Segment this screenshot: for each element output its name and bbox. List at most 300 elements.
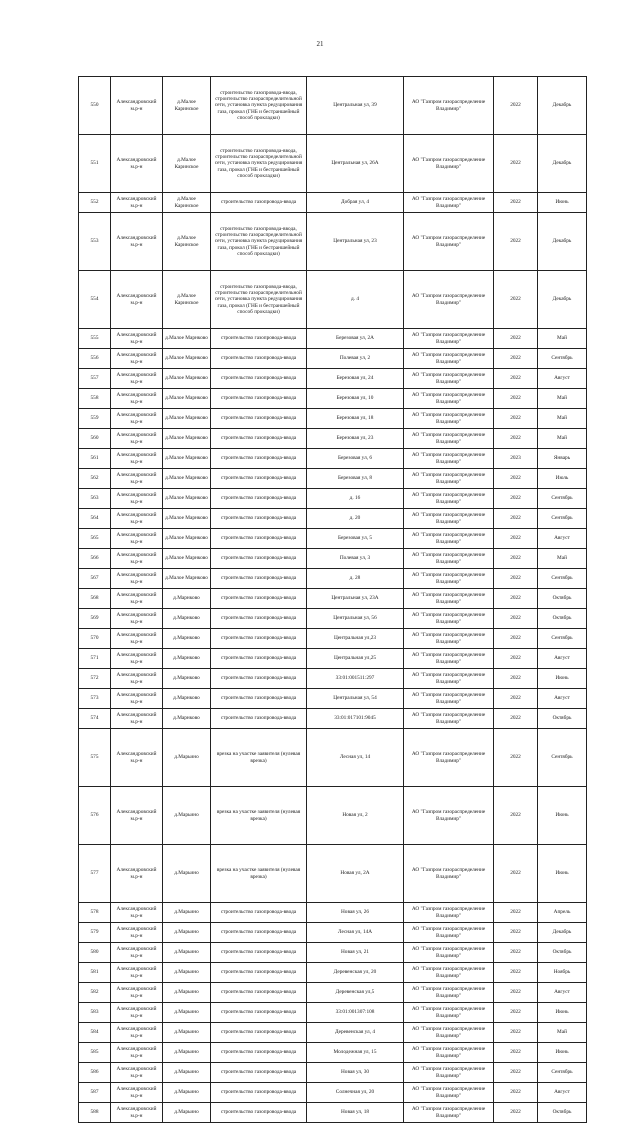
work-type-cell: строительство газопровода-ввода	[211, 529, 307, 549]
district-cell: Александровский м.р-н	[111, 1003, 163, 1023]
table-row	[79, 1103, 587, 1123]
table-row	[79, 469, 587, 489]
district-cell: Александровский м.р-н	[111, 77, 163, 135]
row-number: 561	[79, 449, 111, 469]
year-cell: 2022	[494, 429, 538, 449]
address-cell: Центральная ул, 23	[307, 213, 404, 271]
year-cell: 2022	[494, 963, 538, 983]
row-number: 587	[79, 1083, 111, 1103]
year-cell: 2022	[494, 845, 538, 903]
organization-cell: АО "Газпром газораспределение Владимир"	[404, 549, 494, 569]
organization-cell: АО "Газпром газораспределение Владимир"	[404, 649, 494, 669]
address-cell: Полевая ул, 2	[307, 349, 404, 369]
settlement-cell: д.Малое Марнково	[163, 409, 211, 429]
settlement-cell: д.Марнково	[163, 649, 211, 669]
organization-cell: АО "Газпром газораспределение Владимир"	[404, 77, 494, 135]
district-cell: Александровский м.р-н	[111, 369, 163, 389]
row-number: 552	[79, 193, 111, 213]
district-cell: Александровский м.р-н	[111, 389, 163, 409]
address-cell: Центральная ул, 56	[307, 609, 404, 629]
address-cell: Деревенская ул, 20	[307, 963, 404, 983]
address-cell: Новая ул, 26	[307, 903, 404, 923]
month-cell: Август	[538, 1083, 587, 1103]
organization-cell: АО "Газпром газораспределение Владимир"	[404, 669, 494, 689]
row-number: 553	[79, 213, 111, 271]
work-type-cell: строительство газопровода-ввода	[211, 509, 307, 529]
table-row	[79, 193, 587, 213]
table-row	[79, 709, 587, 729]
district-cell: Александровский м.р-н	[111, 689, 163, 709]
district-cell: Александровский м.р-н	[111, 489, 163, 509]
settlement-cell: д.Марьино	[163, 983, 211, 1003]
row-number: 556	[79, 349, 111, 369]
month-cell: Август	[538, 529, 587, 549]
organization-cell: АО "Газпром газораспределение Владимир"	[404, 369, 494, 389]
year-cell: 2022	[494, 135, 538, 193]
address-cell: 33:01:001307:108	[307, 1003, 404, 1023]
year-cell: 2022	[494, 489, 538, 509]
year-cell: 2022	[494, 193, 538, 213]
year-cell: 2022	[494, 529, 538, 549]
district-cell: Александровский м.р-н	[111, 449, 163, 469]
organization-cell: АО "Газпром газораспределение Владимир"	[404, 429, 494, 449]
table-row	[79, 943, 587, 963]
month-cell: Июнь	[538, 1003, 587, 1023]
year-cell: 2022	[494, 1083, 538, 1103]
row-number: 576	[79, 787, 111, 845]
year-cell: 2022	[494, 983, 538, 1003]
year-cell: 2022	[494, 589, 538, 609]
address-cell: Березовая ул, 2А	[307, 329, 404, 349]
row-number: 583	[79, 1003, 111, 1023]
row-number: 557	[79, 369, 111, 389]
district-cell: Александровский м.р-н	[111, 609, 163, 629]
address-cell: Березовая ул, 18	[307, 409, 404, 429]
organization-cell: АО "Газпром газораспределение Владимир"	[404, 409, 494, 429]
address-cell: Новая ул, 18	[307, 1103, 404, 1123]
work-type-cell: строительство газопровода-ввода	[211, 349, 307, 369]
address-cell: Новая ул, 30	[307, 1063, 404, 1083]
settlement-cell: д.Марьино	[163, 1063, 211, 1083]
settlement-cell: д.Малое Марнково	[163, 449, 211, 469]
address-cell: Центральная ул, 39	[307, 77, 404, 135]
organization-cell: АО "Газпром газораспределение Владимир"	[404, 389, 494, 409]
month-cell: Май	[538, 329, 587, 349]
organization-cell: АО "Газпром газораспределение Владимир"	[404, 1083, 494, 1103]
row-number: 567	[79, 569, 111, 589]
month-cell: Октябрь	[538, 943, 587, 963]
row-number: 564	[79, 509, 111, 529]
month-cell: Декабрь	[538, 923, 587, 943]
organization-cell: АО "Газпром газораспределение Владимир"	[404, 469, 494, 489]
address-cell: Центральная ул,25	[307, 649, 404, 669]
district-cell: Александровский м.р-н	[111, 1023, 163, 1043]
organization-cell: АО "Газпром газораспределение Владимир"	[404, 1003, 494, 1023]
work-type-cell: строительство газопровода-ввода	[211, 1103, 307, 1123]
organization-cell: АО "Газпром газораспределение Владимир"	[404, 923, 494, 943]
address-cell: д. 16	[307, 489, 404, 509]
address-cell: Деревенская ул, 4	[307, 1023, 404, 1043]
year-cell: 2022	[494, 629, 538, 649]
address-cell: Центральная ул, 23А	[307, 589, 404, 609]
month-cell: Май	[538, 1023, 587, 1043]
work-type-cell: строительство газопровода-ввода	[211, 1023, 307, 1043]
month-cell: Декабрь	[538, 213, 587, 271]
year-cell: 2022	[494, 649, 538, 669]
district-cell: Александровский м.р-н	[111, 1063, 163, 1083]
year-cell: 2022	[494, 271, 538, 329]
work-type-cell: строительство газопровода-ввода	[211, 1043, 307, 1063]
settlement-cell: д.Марьино	[163, 1103, 211, 1123]
work-type-cell: строительство газопровода-ввода	[211, 449, 307, 469]
organization-cell: АО "Газпром газораспределение Владимир"	[404, 689, 494, 709]
address-cell: Добрая ул, 4	[307, 193, 404, 213]
district-cell: Александровский м.р-н	[111, 409, 163, 429]
row-number: 573	[79, 689, 111, 709]
table-row	[79, 845, 587, 903]
organization-cell: АО "Газпром газораспределение Владимир"	[404, 329, 494, 349]
year-cell: 2022	[494, 787, 538, 845]
year-cell: 2022	[494, 903, 538, 923]
settlement-cell: д.Марнково	[163, 609, 211, 629]
organization-cell: АО "Газпром газораспределение Владимир"	[404, 135, 494, 193]
district-cell: Александровский м.р-н	[111, 709, 163, 729]
row-number: 582	[79, 983, 111, 1003]
work-type-cell: строительство газопровода-ввода	[211, 923, 307, 943]
row-number: 580	[79, 943, 111, 963]
organization-cell: АО "Газпром газораспределение Владимир"	[404, 709, 494, 729]
address-cell: Березовая ул, 24	[307, 369, 404, 389]
row-number: 566	[79, 549, 111, 569]
page-number: 21	[316, 40, 324, 48]
district-cell: Александровский м.р-н	[111, 729, 163, 787]
year-cell: 2023	[494, 449, 538, 469]
table-row	[79, 1003, 587, 1023]
month-cell: Июнь	[538, 193, 587, 213]
gas-connection-table	[78, 76, 587, 1123]
organization-cell: АО "Газпром газораспределение Владимир"	[404, 629, 494, 649]
table-row	[79, 963, 587, 983]
year-cell: 2022	[494, 689, 538, 709]
settlement-cell: д.Марьино	[163, 923, 211, 943]
settlement-cell: д.Малое Марнково	[163, 389, 211, 409]
row-number: 586	[79, 1063, 111, 1083]
organization-cell: АО "Газпром газораспределение Владимир"	[404, 943, 494, 963]
work-type-cell: строительство газопровода-ввода	[211, 709, 307, 729]
settlement-cell: д.Малое Марнково	[163, 549, 211, 569]
organization-cell: АО "Газпром газораспределение Владимир"	[404, 1103, 494, 1123]
table-row	[79, 271, 587, 329]
table-row	[79, 609, 587, 629]
organization-cell: АО "Газпром газораспределение Владимир"	[404, 449, 494, 469]
month-cell: Декабрь	[538, 77, 587, 135]
work-type-cell: строительство газопровода-ввода	[211, 963, 307, 983]
work-type-cell: строительство газопровода-ввода	[211, 1063, 307, 1083]
settlement-cell: д.Марьино	[163, 1083, 211, 1103]
work-type-cell: строительство газопровода-ввода	[211, 389, 307, 409]
organization-cell: АО "Газпром газораспределение Владимир"	[404, 193, 494, 213]
year-cell: 2022	[494, 729, 538, 787]
settlement-cell: д.Марьино	[163, 963, 211, 983]
month-cell: Январь	[538, 449, 587, 469]
table-row	[79, 589, 587, 609]
address-cell: Молодежная ул, 15	[307, 1043, 404, 1063]
table-row	[79, 1043, 587, 1063]
work-type-cell: строительство газопровода-ввода	[211, 469, 307, 489]
month-cell: Сентябрь	[538, 629, 587, 649]
row-number: 570	[79, 629, 111, 649]
year-cell: 2022	[494, 369, 538, 389]
row-number: 581	[79, 963, 111, 983]
row-number: 560	[79, 429, 111, 449]
address-cell: Новая ул, 2	[307, 787, 404, 845]
table-row	[79, 135, 587, 193]
settlement-cell: д.Малое Марнково	[163, 569, 211, 589]
year-cell: 2022	[494, 1103, 538, 1123]
month-cell: Апрель	[538, 903, 587, 923]
district-cell: Александровский м.р-н	[111, 903, 163, 923]
table-row	[79, 1083, 587, 1103]
year-cell: 2022	[494, 329, 538, 349]
year-cell: 2022	[494, 549, 538, 569]
work-type-cell: строительство газопровода-ввода	[211, 689, 307, 709]
work-type-cell: строительство газопровода-ввода	[211, 669, 307, 689]
year-cell: 2022	[494, 569, 538, 589]
settlement-cell: д.Марьино	[163, 1003, 211, 1023]
address-cell: Полевая ул, 3	[307, 549, 404, 569]
table-row	[79, 649, 587, 669]
settlement-cell: д.Малое Каринское	[163, 271, 211, 329]
row-number: 579	[79, 923, 111, 943]
row-number: 578	[79, 903, 111, 923]
year-cell: 2022	[494, 609, 538, 629]
month-cell: Июнь	[538, 1043, 587, 1063]
settlement-cell: д.Малое Марнково	[163, 509, 211, 529]
year-cell: 2022	[494, 349, 538, 369]
district-cell: Александровский м.р-н	[111, 649, 163, 669]
district-cell: Александровский м.р-н	[111, 271, 163, 329]
month-cell: Август	[538, 983, 587, 1003]
table-row	[79, 529, 587, 549]
district-cell: Александровский м.р-н	[111, 135, 163, 193]
row-number: 565	[79, 529, 111, 549]
address-cell: Лесная ул, 14	[307, 729, 404, 787]
table-row	[79, 923, 587, 943]
work-type-cell: строительство газопровода-ввода, строительство газораспределительной сети, установка пункта редуцирования газа, прокол (ГНБ и бестраншейный способ прокладки)	[211, 77, 307, 135]
address-cell: Березовая ул, 5	[307, 529, 404, 549]
settlement-cell: д.Малое Каринское	[163, 213, 211, 271]
month-cell: Сентябрь	[538, 509, 587, 529]
district-cell: Александровский м.р-н	[111, 589, 163, 609]
address-cell: Центральная ул, 54	[307, 689, 404, 709]
settlement-cell: д.Малое Марнково	[163, 529, 211, 549]
work-type-cell: строительство газопровода-ввода, строительство газораспределительной сети, установка пункта редуцирования газа, прокол (ГНБ и бестраншейный способ прокладки)	[211, 271, 307, 329]
address-cell: Лесная ул, 14А	[307, 923, 404, 943]
settlement-cell: д.Малое Каринское	[163, 77, 211, 135]
row-number: 568	[79, 589, 111, 609]
address-cell: Березовая ул, 23	[307, 429, 404, 449]
month-cell: Май	[538, 389, 587, 409]
work-type-cell: строительство газопровода-ввода	[211, 429, 307, 449]
row-number: 554	[79, 271, 111, 329]
district-cell: Александровский м.р-н	[111, 213, 163, 271]
table-row	[79, 409, 587, 429]
row-number: 588	[79, 1103, 111, 1123]
organization-cell: АО "Газпром газораспределение Владимир"	[404, 509, 494, 529]
work-type-cell: строительство газопровода-ввода	[211, 609, 307, 629]
row-number: 577	[79, 845, 111, 903]
table-row	[79, 669, 587, 689]
organization-cell: АО "Газпром газораспределение Владимир"	[404, 903, 494, 923]
district-cell: Александровский м.р-н	[111, 1103, 163, 1123]
address-cell: Новая ул, 2А	[307, 845, 404, 903]
settlement-cell: д.Марьино	[163, 729, 211, 787]
settlement-cell: д.Марнково	[163, 669, 211, 689]
district-cell: Александровский м.р-н	[111, 193, 163, 213]
month-cell: Май	[538, 409, 587, 429]
organization-cell: АО "Газпром газораспределение Владимир"	[404, 213, 494, 271]
row-number: 572	[79, 669, 111, 689]
work-type-cell: строительство газопровода-ввода	[211, 983, 307, 1003]
settlement-cell: д.Малое Каринское	[163, 193, 211, 213]
table-row	[79, 549, 587, 569]
table-row	[79, 689, 587, 709]
row-number: 555	[79, 329, 111, 349]
settlement-cell: д.Малое Каринское	[163, 135, 211, 193]
month-cell: Сентябрь	[538, 729, 587, 787]
organization-cell: АО "Газпром газораспределение Владимир"	[404, 983, 494, 1003]
work-type-cell: строительство газопровода-ввода	[211, 589, 307, 609]
work-type-cell: строительство газопровода-ввода	[211, 489, 307, 509]
work-type-cell: строительство газопровода-ввода	[211, 329, 307, 349]
year-cell: 2022	[494, 1043, 538, 1063]
year-cell: 2022	[494, 1003, 538, 1023]
district-cell: Александровский м.р-н	[111, 529, 163, 549]
organization-cell: АО "Газпром газораспределение Владимир"	[404, 787, 494, 845]
settlement-cell: д.Марьино	[163, 787, 211, 845]
month-cell: Август	[538, 689, 587, 709]
month-cell: Октябрь	[538, 609, 587, 629]
year-cell: 2022	[494, 1023, 538, 1043]
settlement-cell: д.Малое Марнково	[163, 369, 211, 389]
row-number: 571	[79, 649, 111, 669]
district-cell: Александровский м.р-н	[111, 845, 163, 903]
district-cell: Александровский м.р-н	[111, 429, 163, 449]
settlement-cell: д.Марьино	[163, 1043, 211, 1063]
address-cell: Новая ул, 21	[307, 943, 404, 963]
month-cell: Декабрь	[538, 271, 587, 329]
district-cell: Александровский м.р-н	[111, 329, 163, 349]
work-type-cell: строительство газопровода-ввода	[211, 943, 307, 963]
organization-cell: АО "Газпром газораспределение Владимир"	[404, 349, 494, 369]
month-cell: Июль	[538, 469, 587, 489]
table-row	[79, 569, 587, 589]
year-cell: 2022	[494, 923, 538, 943]
month-cell: Август	[538, 369, 587, 389]
settlement-cell: д.Марнково	[163, 589, 211, 609]
year-cell: 2022	[494, 669, 538, 689]
work-type-cell: строительство газопровода-ввода, строительство газораспределительной сети, установка пункта редуцирования газа, прокол (ГНБ и бестраншейный способ прокладки)	[211, 135, 307, 193]
organization-cell: АО "Газпром газораспределение Владимир"	[404, 529, 494, 549]
district-cell: Александровский м.р-н	[111, 1043, 163, 1063]
district-cell: Александровский м.р-н	[111, 469, 163, 489]
work-type-cell: строительство газопровода-ввода	[211, 409, 307, 429]
table-row	[79, 1023, 587, 1043]
row-number: 585	[79, 1043, 111, 1063]
district-cell: Александровский м.р-н	[111, 787, 163, 845]
address-cell: д. 20	[307, 509, 404, 529]
month-cell: Октябрь	[538, 589, 587, 609]
district-cell: Александровский м.р-н	[111, 963, 163, 983]
month-cell: Сентябрь	[538, 489, 587, 509]
organization-cell: АО "Газпром газораспределение Владимир"	[404, 489, 494, 509]
table-row	[79, 389, 587, 409]
settlement-cell: д.Марнково	[163, 689, 211, 709]
district-cell: Александровский м.р-н	[111, 549, 163, 569]
address-cell: д. 28	[307, 569, 404, 589]
year-cell: 2022	[494, 77, 538, 135]
work-type-cell: строительство газопровода-ввода	[211, 569, 307, 589]
year-cell: 2022	[494, 509, 538, 529]
table-row	[79, 429, 587, 449]
table-row	[79, 213, 587, 271]
table-row	[79, 903, 587, 923]
month-cell: Октябрь	[538, 709, 587, 729]
settlement-cell: д.Марьино	[163, 1023, 211, 1043]
row-number: 559	[79, 409, 111, 429]
organization-cell: АО "Газпром газораспределение Владимир"	[404, 609, 494, 629]
address-cell: Центральная ул, 26А	[307, 135, 404, 193]
month-cell: Декабрь	[538, 135, 587, 193]
address-cell: Центральная ул,23	[307, 629, 404, 649]
work-type-cell: строительство газопровода-ввода	[211, 193, 307, 213]
year-cell: 2022	[494, 409, 538, 429]
row-number: 584	[79, 1023, 111, 1043]
address-cell: Деревенская ул,5	[307, 983, 404, 1003]
organization-cell: АО "Газпром газораспределение Владимир"	[404, 1063, 494, 1083]
organization-cell: АО "Газпром газораспределение Владимир"	[404, 271, 494, 329]
year-cell: 2022	[494, 213, 538, 271]
work-type-cell: строительство газопровода-ввода	[211, 549, 307, 569]
month-cell: Сентябрь	[538, 569, 587, 589]
year-cell: 2022	[494, 389, 538, 409]
settlement-cell: д.Малое Марнково	[163, 429, 211, 449]
settlement-cell: д.Марьино	[163, 845, 211, 903]
table-row	[79, 1063, 587, 1083]
address-cell: Солнечная ул, 20	[307, 1083, 404, 1103]
address-cell: Березовая ул, 6	[307, 449, 404, 469]
district-cell: Александровский м.р-н	[111, 669, 163, 689]
table-row	[79, 77, 587, 135]
organization-cell: АО "Газпром газораспределение Владимир"	[404, 845, 494, 903]
settlement-cell: д.Малое Марнково	[163, 349, 211, 369]
table-row	[79, 329, 587, 349]
month-cell: Июнь	[538, 787, 587, 845]
year-cell: 2022	[494, 1063, 538, 1083]
settlement-cell: д.Марнково	[163, 629, 211, 649]
month-cell: Ноябрь	[538, 963, 587, 983]
work-type-cell: строительство газопровода-ввода	[211, 903, 307, 923]
settlement-cell: д.Малое Марнково	[163, 469, 211, 489]
row-number: 550	[79, 77, 111, 135]
year-cell: 2022	[494, 469, 538, 489]
organization-cell: АО "Газпром газораспределение Владимир"	[404, 963, 494, 983]
year-cell: 2022	[494, 709, 538, 729]
row-number: 574	[79, 709, 111, 729]
table-row	[79, 983, 587, 1003]
row-number: 569	[79, 609, 111, 629]
organization-cell: АО "Газпром газораспределение Владимир"	[404, 569, 494, 589]
